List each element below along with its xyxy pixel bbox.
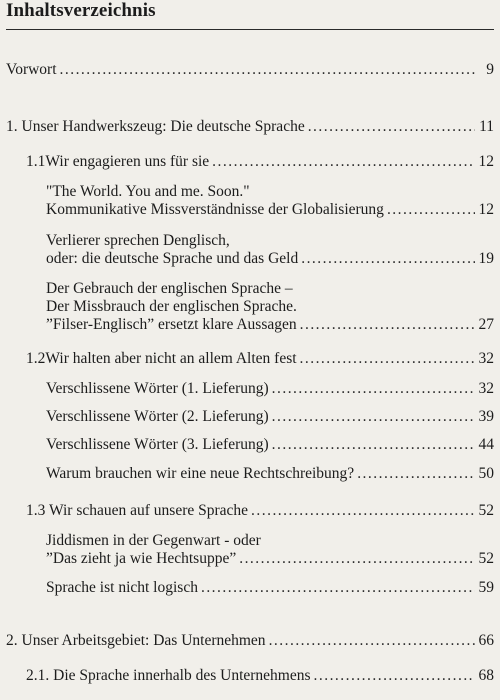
dot-leader [308, 118, 475, 136]
toc-entry-title: Verschlissene Wörter (2. Lieferung) [46, 408, 269, 425]
dot-leader [269, 632, 475, 650]
dot-leader [387, 201, 475, 219]
toc-entry-title: ”Das zieht ja wie Hechtsuppe” [46, 550, 237, 567]
toc-entry-title: Verschlissene Wörter (1. Lieferung) [46, 380, 269, 397]
toc-page-number: 50 [478, 465, 494, 482]
toc-entry-row [46, 408, 494, 426]
toc-entry-row [46, 550, 494, 568]
toc-entry-title: 2. Unser Arbeitsgebiet: Das Unternehmen [6, 632, 266, 649]
dot-leader [212, 153, 475, 171]
toc-entry-row [46, 201, 494, 219]
toc-entry-row [6, 632, 494, 650]
toc-page-number: 9 [486, 61, 494, 78]
toc-page-number: 39 [478, 408, 494, 425]
dot-leader [60, 61, 475, 79]
toc-section-number: 1.1 [26, 153, 46, 170]
toc-entry[interactable] [26, 153, 494, 171]
toc-page-number: 52 [478, 550, 494, 567]
toc-entry[interactable] [6, 118, 494, 136]
toc-entry-row [46, 250, 494, 268]
dot-leader [272, 408, 475, 426]
toc-entry[interactable] [6, 632, 494, 650]
toc-entry[interactable] [26, 502, 494, 520]
toc-entry-row [6, 61, 494, 79]
toc-entry[interactable] [46, 232, 494, 268]
toc-entry[interactable] [46, 579, 494, 597]
toc-page-number: 52 [478, 502, 494, 519]
dot-leader [201, 579, 475, 597]
dot-leader [272, 380, 475, 398]
toc-entry-title: Kommunikative Missverständnisse der Globalisierung [46, 201, 384, 218]
toc-entry-title: 1. Unser Handwerkszeug: Die deutsche Sprache [6, 118, 305, 135]
toc-page-number: 32 [478, 350, 494, 367]
toc-entry-row [26, 667, 494, 685]
toc-entry-title: Wir halten aber nicht an allem Alten fest [45, 350, 297, 367]
toc-page-number: 27 [478, 316, 494, 333]
toc-page-number: 66 [478, 632, 494, 649]
toc-page-number: 12 [478, 153, 494, 170]
toc-entry-row [26, 502, 494, 520]
toc-page-number: 59 [478, 579, 494, 596]
toc-entry[interactable] [26, 667, 494, 685]
toc-entry-title: oder: die deutsche Sprache und das Geld [46, 250, 299, 267]
toc-entry-row [26, 153, 494, 171]
dot-leader [272, 436, 475, 454]
toc-entry[interactable] [46, 408, 494, 426]
toc-entry-title: Sprache ist nicht logisch [46, 579, 198, 596]
toc-entry-row [46, 380, 494, 398]
toc-entry[interactable] [26, 350, 494, 368]
toc-page-number: 11 [479, 118, 494, 135]
toc-entry-row [6, 118, 494, 136]
toc-entry-title-line: Verlierer sprechen Denglisch, [46, 232, 230, 249]
toc-heading: Inhaltsverzeichnis [6, 0, 156, 21]
toc-entry-title: Wir engagieren uns für sie [45, 153, 210, 170]
toc-entry-title: 1.3 Wir schauen auf unsere Sprache [26, 502, 249, 519]
toc-entry-title-line: "The World. You and me. Soon." [46, 183, 250, 200]
dot-leader [301, 250, 475, 268]
toc-entry[interactable] [46, 380, 494, 398]
toc-page-number: 12 [478, 201, 494, 218]
toc-entry[interactable] [6, 61, 494, 79]
toc-entry[interactable] [46, 183, 494, 219]
toc-entry[interactable] [46, 436, 494, 454]
toc-entry-title-line: Der Gebrauch der englischen Sprache – [46, 280, 293, 297]
toc-page-number: 44 [478, 436, 494, 453]
dot-leader [357, 465, 475, 483]
toc-entry-row [46, 579, 494, 597]
toc-page-number: 32 [478, 380, 494, 397]
toc-section-number: 1.2 [26, 350, 46, 367]
toc-entry-title-line: Der Missbrauch der englischen Sprache. [46, 298, 297, 315]
toc-entry[interactable] [46, 465, 494, 483]
toc-entry[interactable] [46, 280, 494, 334]
toc-entry-row [46, 465, 494, 483]
dot-leader [300, 316, 475, 334]
toc-entry[interactable] [46, 532, 494, 568]
dot-leader [239, 550, 475, 568]
toc-entry-row [26, 350, 494, 368]
dot-leader [300, 350, 475, 368]
toc-entry-title: Warum brauchen wir eine neue Rechtschreibung? [46, 465, 355, 482]
toc-entry-row [46, 316, 494, 334]
dot-leader [314, 667, 475, 685]
dot-leader [251, 502, 475, 520]
toc-entry-title: Vorwort [6, 61, 57, 78]
toc-entry-title: Verschlissene Wörter (3. Lieferung) [46, 436, 269, 453]
toc-entry-title: ”Filser-Englisch” ersetzt klare Aussagen [46, 316, 297, 333]
toc-entry-title-line: Jiddismen in der Gegenwart - oder [46, 532, 261, 549]
toc-entry-row [46, 436, 494, 454]
toc-entry-title: 2.1. Die Sprache innerhalb des Unternehmens [26, 667, 311, 684]
toc-page-number: 68 [478, 667, 494, 684]
toc-page-number: 19 [478, 250, 494, 267]
heading-rule [6, 29, 494, 30]
